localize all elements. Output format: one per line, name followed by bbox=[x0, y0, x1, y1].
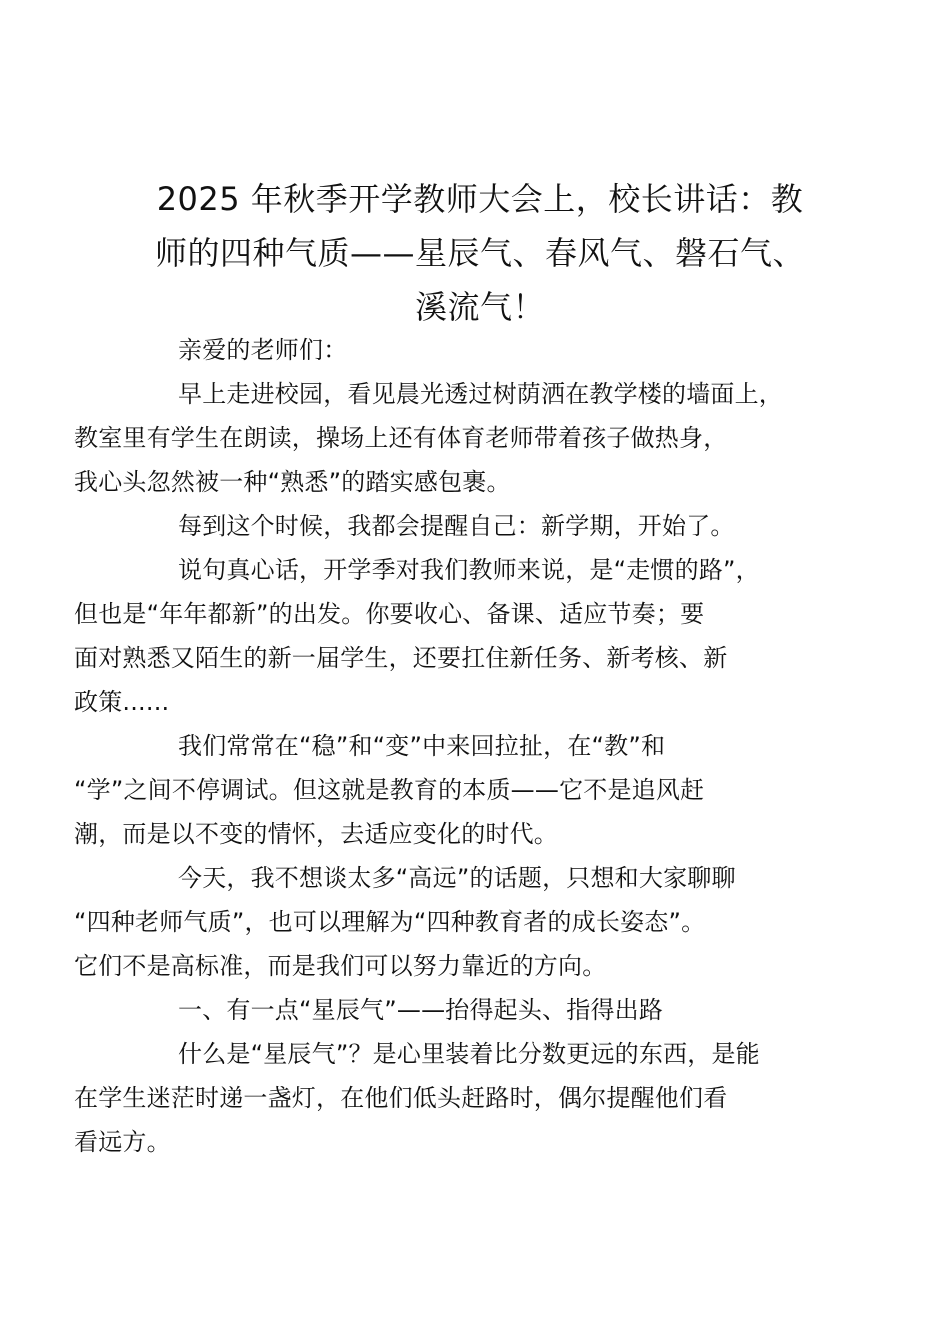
section-heading bbox=[126, 988, 838, 1032]
paragraph-line: “四种老师气质”，也可以理解为“四种教育者的成长姿态”。 bbox=[74, 908, 706, 936]
paragraph-line: “学”之间不停调试。但这就是教育的本质——它不是追风赶 bbox=[74, 776, 705, 804]
salutation-paragraph bbox=[126, 328, 838, 372]
paragraph-line: 它们不是高标准，而是我们可以努力靠近的方向。 bbox=[74, 952, 607, 980]
paragraph-line: 今天，我不想谈太多“高远”的话题，只想和大家聊聊 bbox=[178, 864, 736, 892]
paragraph-line: 早上走进校园，看见晨光透过树荫洒在教学楼的墙面上， bbox=[178, 380, 783, 408]
paragraph-line: 潮，而是以不变的情怀，去适应变化的时代。 bbox=[74, 820, 558, 848]
paragraph-line: 看远方。 bbox=[74, 1128, 171, 1156]
body-paragraph bbox=[74, 1032, 838, 1164]
title-line: 溪流气！ bbox=[414, 288, 545, 326]
document-title bbox=[110, 172, 850, 334]
body-paragraph bbox=[74, 724, 838, 856]
body-paragraph bbox=[126, 504, 838, 548]
body-paragraph bbox=[74, 856, 838, 988]
paragraph-line: 什么是“星辰气”？是心里装着比分数更远的东西，是能 bbox=[178, 1040, 760, 1068]
paragraph-line: 我心头忽然被一种“熟悉”的踏实感包裹。 bbox=[74, 468, 511, 496]
title-line: 2025 年秋季开学教师大会上，校长讲话：教 bbox=[156, 180, 804, 218]
title-line: 师的四种气质——星辰气、春风气、磐石气、 bbox=[154, 234, 805, 272]
paragraph-line: 亲爱的老师们： bbox=[178, 336, 348, 364]
paragraph-line: 在学生迷茫时递一盏灯，在他们低头赶路时，偶尔提醒他们看 bbox=[74, 1084, 728, 1112]
paragraph-line: 说句真心话，开学季对我们教师来说，是“走惯的路”， bbox=[178, 556, 760, 584]
paragraph-line: 但也是“年年都新”的出发。你要收心、备课、适应节奏；要 bbox=[74, 600, 705, 628]
paragraph-line: 面对熟悉又陌生的新一届学生，还要扛住新任务、新考核、新 bbox=[74, 644, 728, 672]
document-body bbox=[74, 328, 838, 1164]
body-paragraph bbox=[74, 372, 838, 504]
paragraph-line: 我们常常在“稳”和“变”中来回拉扯，在“教”和 bbox=[178, 732, 666, 760]
heading-line: 一、有一点“星辰气”——抬得起头、指得出路 bbox=[178, 996, 664, 1024]
paragraph-line: 教室里有学生在朗读，操场上还有体育老师带着孩子做热身， bbox=[74, 424, 728, 452]
paragraph-line: 每到这个时候，我都会提醒自己：新学期，开始了。 bbox=[178, 512, 735, 540]
paragraph-line: 政策...... bbox=[74, 688, 170, 716]
body-paragraph bbox=[74, 548, 838, 724]
